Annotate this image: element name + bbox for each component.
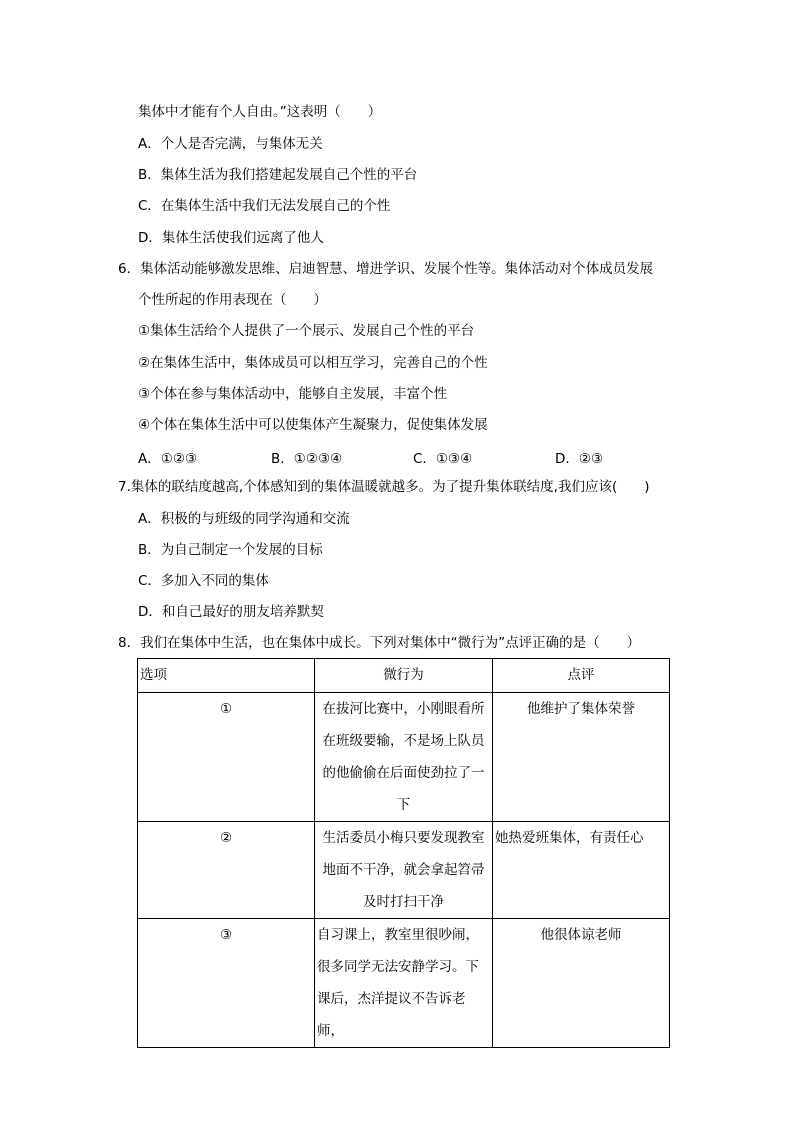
q8-row1-action-line2: 在班级要输，不是场上队员: [322, 733, 485, 749]
table-row: [138, 693, 670, 822]
q8-table-header-row: [138, 659, 670, 693]
q8-row1-action-line3: 的他偷偷在后面使劲拉了一: [322, 765, 485, 781]
q7-option-a: A．积极的与班级的同学沟通和交流: [138, 511, 350, 527]
q8-stem: 8．我们在集体中生活，也在集体中成长。下列对集体中“微行为”点评正确的是（ ）: [118, 635, 641, 651]
q6-option-b: B．①②③④: [271, 451, 343, 467]
q6-statement-2: ②在集体生活中，集体成员可以相互学习，完善自己的个性: [138, 355, 488, 371]
q5-option-c: C．在集体生活中我们无法发展自己的个性: [138, 198, 391, 214]
q8-header-comment: 点评: [493, 659, 670, 693]
q8-row2-action-line3: 及时打扫干净: [363, 894, 444, 910]
q8-row3-number: ③: [138, 919, 315, 1048]
q8-row1-number: ①: [138, 693, 315, 822]
q6-stem-line1: 6．集体活动能够激发思维、启迪智慧、增进学识、发展个性等。集体活动对个体成员发展: [118, 261, 654, 277]
q8-header-action: 微行为: [315, 659, 493, 693]
q8-row3-action-line2: 很多同学无法安静学习。下: [317, 959, 479, 975]
q5-option-b: B．集体生活为我们搭建起发展自己个性的平台: [138, 167, 418, 183]
q6-statement-1: ①集体生活给个人提供了一个展示、发展自己个性的平台: [138, 323, 475, 339]
q6-option-a: A．①②③: [138, 451, 198, 467]
q5-stem-tail: 集体中才能有个人自由。”这表明（ ）: [138, 104, 382, 120]
q8-row2-action-line2: 地面不干净，就会拿起笤帚: [322, 862, 485, 878]
q5-option-a: A．个人是否完满，与集体无关: [138, 136, 323, 152]
q5-option-d: D．集体生活使我们远离了他人: [138, 230, 324, 246]
q6-option-c: C．①③④: [413, 451, 473, 467]
q7-option-b: B．为自己制定一个发展的目标: [138, 542, 323, 558]
q6-statement-4: ④个体在集体生活中可以使集体产生凝聚力，促使集体发展: [138, 417, 488, 433]
q8-row1-action-line1: 在拔河比赛中，小刚眼看所: [322, 701, 485, 717]
table-row: [138, 919, 670, 1048]
q7-option-c: C．多加入不同的集体: [138, 573, 269, 589]
q6-option-d: D．②③: [555, 451, 604, 467]
q6-stem-line2: 个性所起的作用表现在（ ）: [138, 292, 327, 308]
q6-options: [138, 447, 658, 465]
q8-header-option: 选项: [138, 659, 315, 693]
q8-row2-number: ②: [138, 822, 315, 919]
q8-row1-comment: 他维护了集体荣誉: [493, 693, 670, 822]
q8-row1-action: [315, 693, 493, 822]
q7-stem: 7.集体的联结度越高,个体感知到的集体温暖就越多。为了提升集体联结度,我们应该( ): [118, 479, 650, 495]
q7-option-d: D．和自己最好的朋友培养默契: [138, 604, 324, 620]
q8-row2-action-line1: 生活委员小梅只要发现教室: [322, 830, 485, 846]
q8-row3-comment: 他很体谅老师: [493, 919, 670, 1048]
q8-row3-action-line3: 课后，杰洋提议不告诉老师，: [317, 991, 466, 1039]
q8-row3-action: [315, 919, 493, 1048]
q8-table: [137, 658, 670, 1048]
table-row: [138, 822, 670, 919]
q8-row2-comment: 她热爱班集体，有责任心: [493, 822, 670, 919]
q8-row1-action-line4: 下: [396, 797, 411, 813]
q8-row2-action: [315, 822, 493, 919]
q8-row3-action-line1: 自习课上，教室里很吵闹，: [317, 927, 479, 943]
q6-statement-3: ③个体在参与集体活动中，能够自主发展，丰富个性: [138, 386, 448, 402]
